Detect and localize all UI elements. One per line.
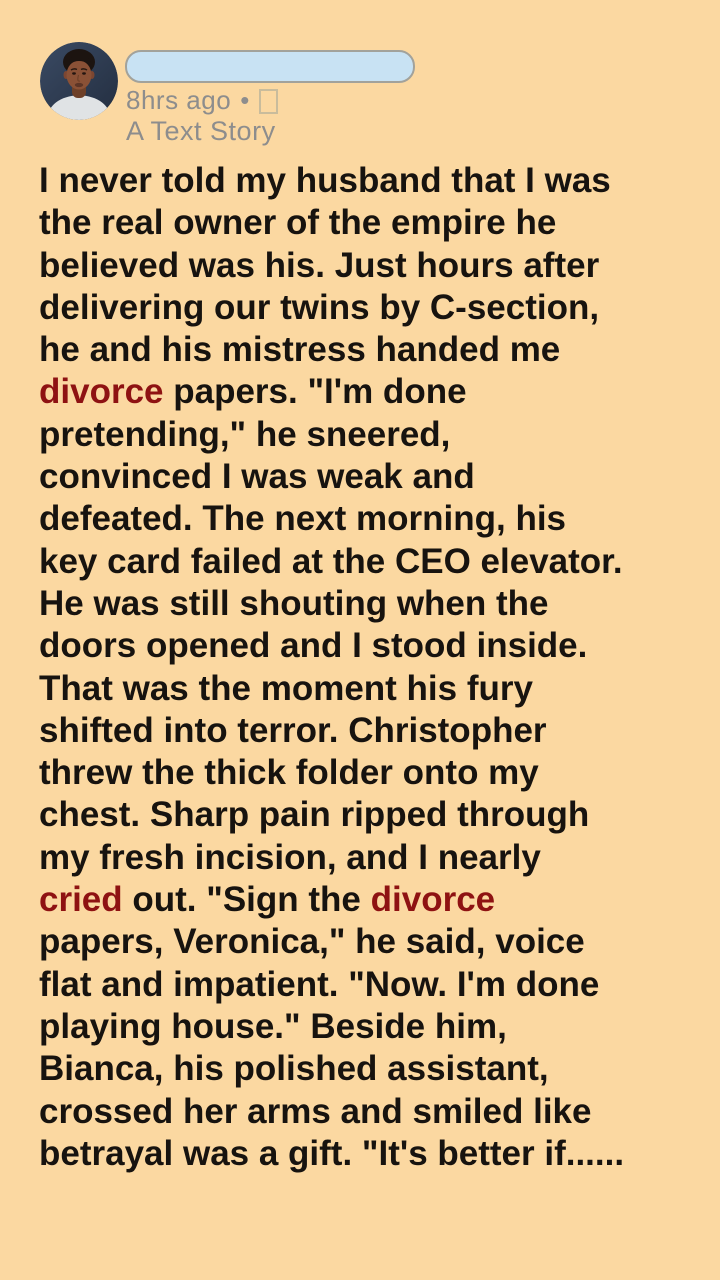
story-segment: crossed her arms and smiled like	[39, 1091, 592, 1131]
username-redacted-pill[interactable]	[125, 50, 415, 83]
story-line	[39, 668, 699, 710]
meta-separator: •	[240, 84, 250, 115]
story-segment: betrayal was a gift. "It's better if......	[39, 1133, 625, 1173]
story-text	[39, 160, 699, 1175]
story-line	[39, 625, 699, 667]
story-line	[39, 1006, 699, 1048]
story-segment: doors opened and I stood inside.	[39, 626, 588, 666]
story-segment: he and his mistress handed me	[39, 330, 561, 370]
story-segment: believed was his. Just hours after	[39, 245, 600, 285]
story-line	[39, 921, 699, 963]
story-segment: Bianca, his polished assistant,	[39, 1049, 549, 1089]
story-segment: papers. "I'm done	[163, 372, 467, 412]
story-segment: threw the thick folder onto my	[39, 753, 539, 793]
story-segment: delivering our twins by C-section,	[39, 287, 600, 327]
story-line	[39, 752, 699, 794]
story-segment: papers, Veronica," he said, voice	[39, 922, 585, 962]
story-segment: key card failed at the CEO elevator.	[39, 541, 623, 581]
story-line	[39, 245, 699, 287]
story-segment: chest. Sharp pain ripped through	[39, 795, 590, 835]
story-segment: playing house." Beside him,	[39, 1006, 507, 1046]
highlighted-word: cried	[39, 880, 123, 920]
story-line	[39, 414, 699, 456]
timestamp: 8hrs ago	[126, 84, 232, 115]
story-line	[39, 202, 699, 244]
story-segment: That was the moment his fury	[39, 668, 533, 708]
story-segment: flat and impatient. "Now. I'm done	[39, 964, 600, 1004]
post-subtitle: A Text Story	[126, 116, 276, 146]
story-line	[39, 456, 699, 498]
story-segment: defeated. The next morning, his	[39, 499, 567, 539]
story-segment: the real owner of the empire he	[39, 203, 557, 243]
story-line	[39, 837, 699, 879]
story-line	[39, 1133, 699, 1175]
story-line	[39, 710, 699, 752]
story-line	[39, 371, 699, 413]
story-segment: out. "Sign the	[122, 880, 371, 920]
privacy-missing-glyph-icon	[259, 89, 278, 114]
story-line	[39, 583, 699, 625]
story-segment: pretending," he sneered,	[39, 414, 451, 454]
story-segment: I never told my husband that I was	[39, 161, 611, 200]
story-line	[39, 329, 699, 371]
story-line	[39, 964, 699, 1006]
story-line	[39, 879, 699, 921]
story-segment: convinced I was weak and	[39, 457, 475, 497]
story-line	[39, 287, 699, 329]
story-line	[39, 498, 699, 540]
story-segment: He was still shouting when the	[39, 583, 549, 623]
story-line	[39, 794, 699, 836]
highlighted-word: divorce	[370, 880, 496, 920]
story-line	[39, 541, 699, 583]
story-line	[39, 160, 699, 202]
story-line	[39, 1091, 699, 1133]
profile-photo-icon	[40, 42, 118, 120]
avatar[interactable]	[40, 42, 118, 120]
story-segment: shifted into terror. Christopher	[39, 710, 547, 750]
post-meta	[126, 86, 278, 114]
post-header	[0, 0, 720, 150]
story-segment: my fresh incision, and I nearly	[39, 837, 541, 877]
story-line	[39, 1048, 699, 1090]
highlighted-word: divorce	[39, 372, 164, 412]
